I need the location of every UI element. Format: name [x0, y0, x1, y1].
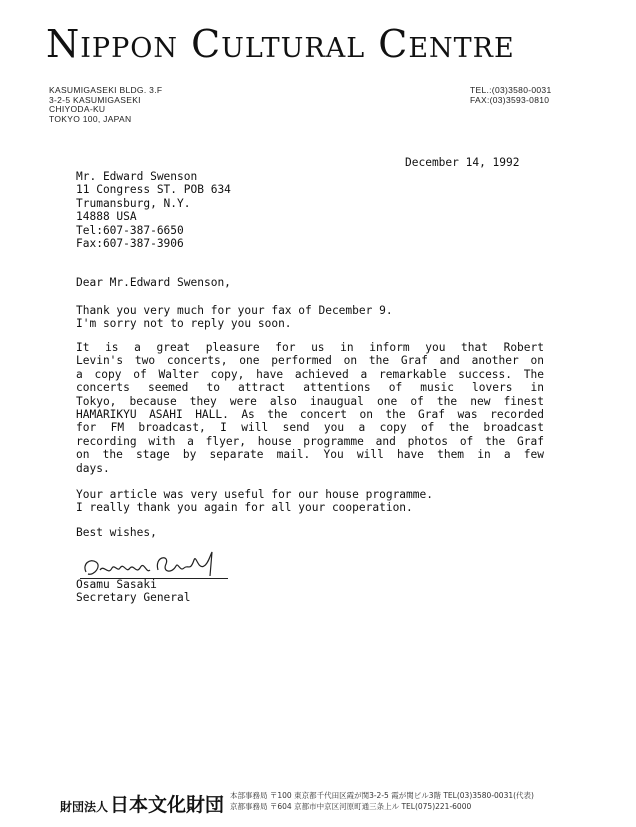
closing: Best wishes, [76, 526, 157, 539]
letterhead-contact [470, 86, 551, 105]
org-prefix: 財団法人 [60, 800, 109, 814]
salutation: Dear Mr.Edward Swenson, [76, 276, 231, 289]
paragraph-thanks [76, 304, 544, 331]
paragraph-line: for FM broadcast, I will send you a copy of the broadcast [76, 421, 544, 435]
recipient-line: 14888 USA [76, 210, 137, 224]
paragraph-line: concerts seemed to attract attentions of music lovers in [76, 381, 544, 395]
recipient-line: Mr. Edward Swenson [76, 170, 198, 183]
footer-organization [60, 790, 224, 817]
paragraph-line: HAMARIKYU ASAHI HALL. As the concert on the Graf was recorded [76, 408, 544, 422]
address-line: 3-2-5 KASUMIGASEKI [49, 94, 141, 105]
address-line: TOKYO 100, JAPAN [49, 113, 132, 124]
address-line: CHIYODA-KU [49, 104, 106, 114]
paragraph-concerts [76, 341, 544, 475]
paragraph-line: Your article was very useful for our house programme. [76, 488, 433, 501]
signer-title: Secretary General [76, 591, 191, 605]
paragraph-line: Thank you very much for your fax of December 9. [76, 304, 393, 317]
address-line: KASUMIGASEKI BLDG. 3.F [49, 85, 163, 95]
org-name: 日本文化財団 [110, 794, 225, 816]
recipient-line: Tel:607-387-6650 [76, 223, 184, 237]
signer-name: Osamu Sasaki [76, 578, 157, 591]
letter-date: December 14, 1992 [405, 156, 520, 169]
recipient-line: Fax:607-387-3906 [76, 237, 184, 251]
paragraph-line: recording with a flyer, house programme and photos of the Graf [76, 434, 544, 448]
paragraph-article [76, 488, 544, 515]
fax-number: FAX:(03)3593-0810 [470, 94, 550, 105]
recipient-line: Trumansburg, N.Y. [76, 196, 191, 210]
recipient-address [76, 170, 231, 250]
letterhead-title: Nippon Cultural Centre [46, 22, 515, 66]
paragraph-line: I'm sorry not to reply you soon. [76, 317, 292, 331]
paragraph-line: a copy of Walter copy, have achieved a remarkable success. The [76, 367, 544, 381]
office-line: 本部事務局 〒100 東京都千代田区霞が関3-2-5 霞が関ビル3階 TEL(03)3580-0031(代表) [230, 791, 534, 800]
letterhead-address [49, 86, 162, 124]
phone-number: TEL.:(03)3580-0031 [470, 85, 552, 95]
office-line: 京都事務局 〒604 京都市中京区河原町通三条上ル TEL(075)221-6000 [230, 802, 472, 811]
paragraph-line: Tokyo, because they were also inaugual one of the new finest [76, 394, 544, 408]
paragraph-line: on the stage by separate mail. You will have them in a few [76, 448, 544, 462]
footer-offices [230, 790, 534, 812]
handwritten-signature [80, 546, 220, 582]
paragraph-line: I really thank you again for all your cooperation. [76, 501, 413, 515]
paragraph-line: It is a great pleasure for us in inform you that Robert [76, 341, 544, 354]
paragraph-line: days. [76, 461, 110, 475]
signer-block [76, 578, 191, 605]
recipient-line: 11 Congress ST. POB 634 [76, 183, 231, 197]
paragraph-line: Levin's two concerts, one performed on the Graf and another on [76, 354, 544, 368]
